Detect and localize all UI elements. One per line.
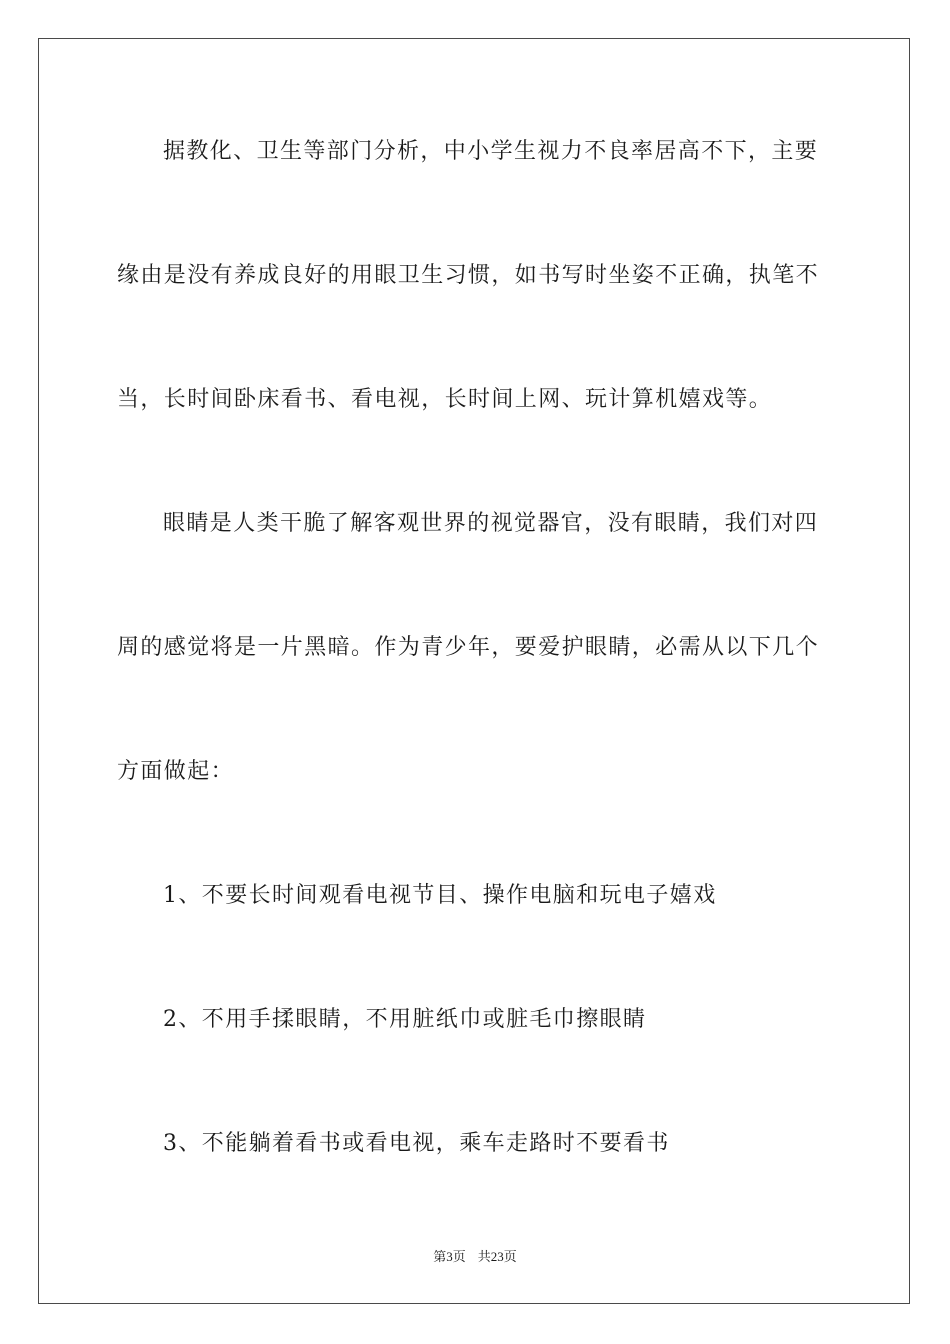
page-footer — [0, 1248, 950, 1266]
paragraph-1-line-3: 当，长时间卧床看书、看电视，长时间上网、玩计算机嬉戏等。 — [117, 387, 773, 412]
list-item-1: 1、不要长时间观看电视节目、操作电脑和玩电子嬉戏 — [163, 883, 717, 908]
paragraph-2-line-2: 周的感觉将是一片黑暗。作为青少年，要爱护眼睛，必需从以下几个 — [117, 635, 820, 660]
page-frame — [38, 38, 910, 1304]
page-number: 第3页 — [433, 1249, 466, 1264]
paragraph-1-line-1: 据教化、卫生等部门分析，中小学生视力不良率居高不下，主要 — [163, 139, 819, 164]
paragraph-1-line-2: 缘由是没有养成良好的用眼卫生习惯，如书写时坐姿不正确，执笔不 — [117, 263, 820, 288]
paragraph-2-line-1: 眼睛是人类干脆了解客观世界的视觉器官，没有眼睛，我们对四 — [163, 511, 819, 536]
paragraph-2-line-3: 方面做起： — [117, 759, 235, 784]
list-item-2: 2、不用手揉眼睛，不用脏纸巾或脏毛巾擦眼睛 — [163, 1007, 647, 1032]
page-total: 共23页 — [477, 1249, 517, 1264]
list-item-3: 3、不能躺着看书或看电视，乘车走路时不要看书 — [163, 1131, 670, 1156]
